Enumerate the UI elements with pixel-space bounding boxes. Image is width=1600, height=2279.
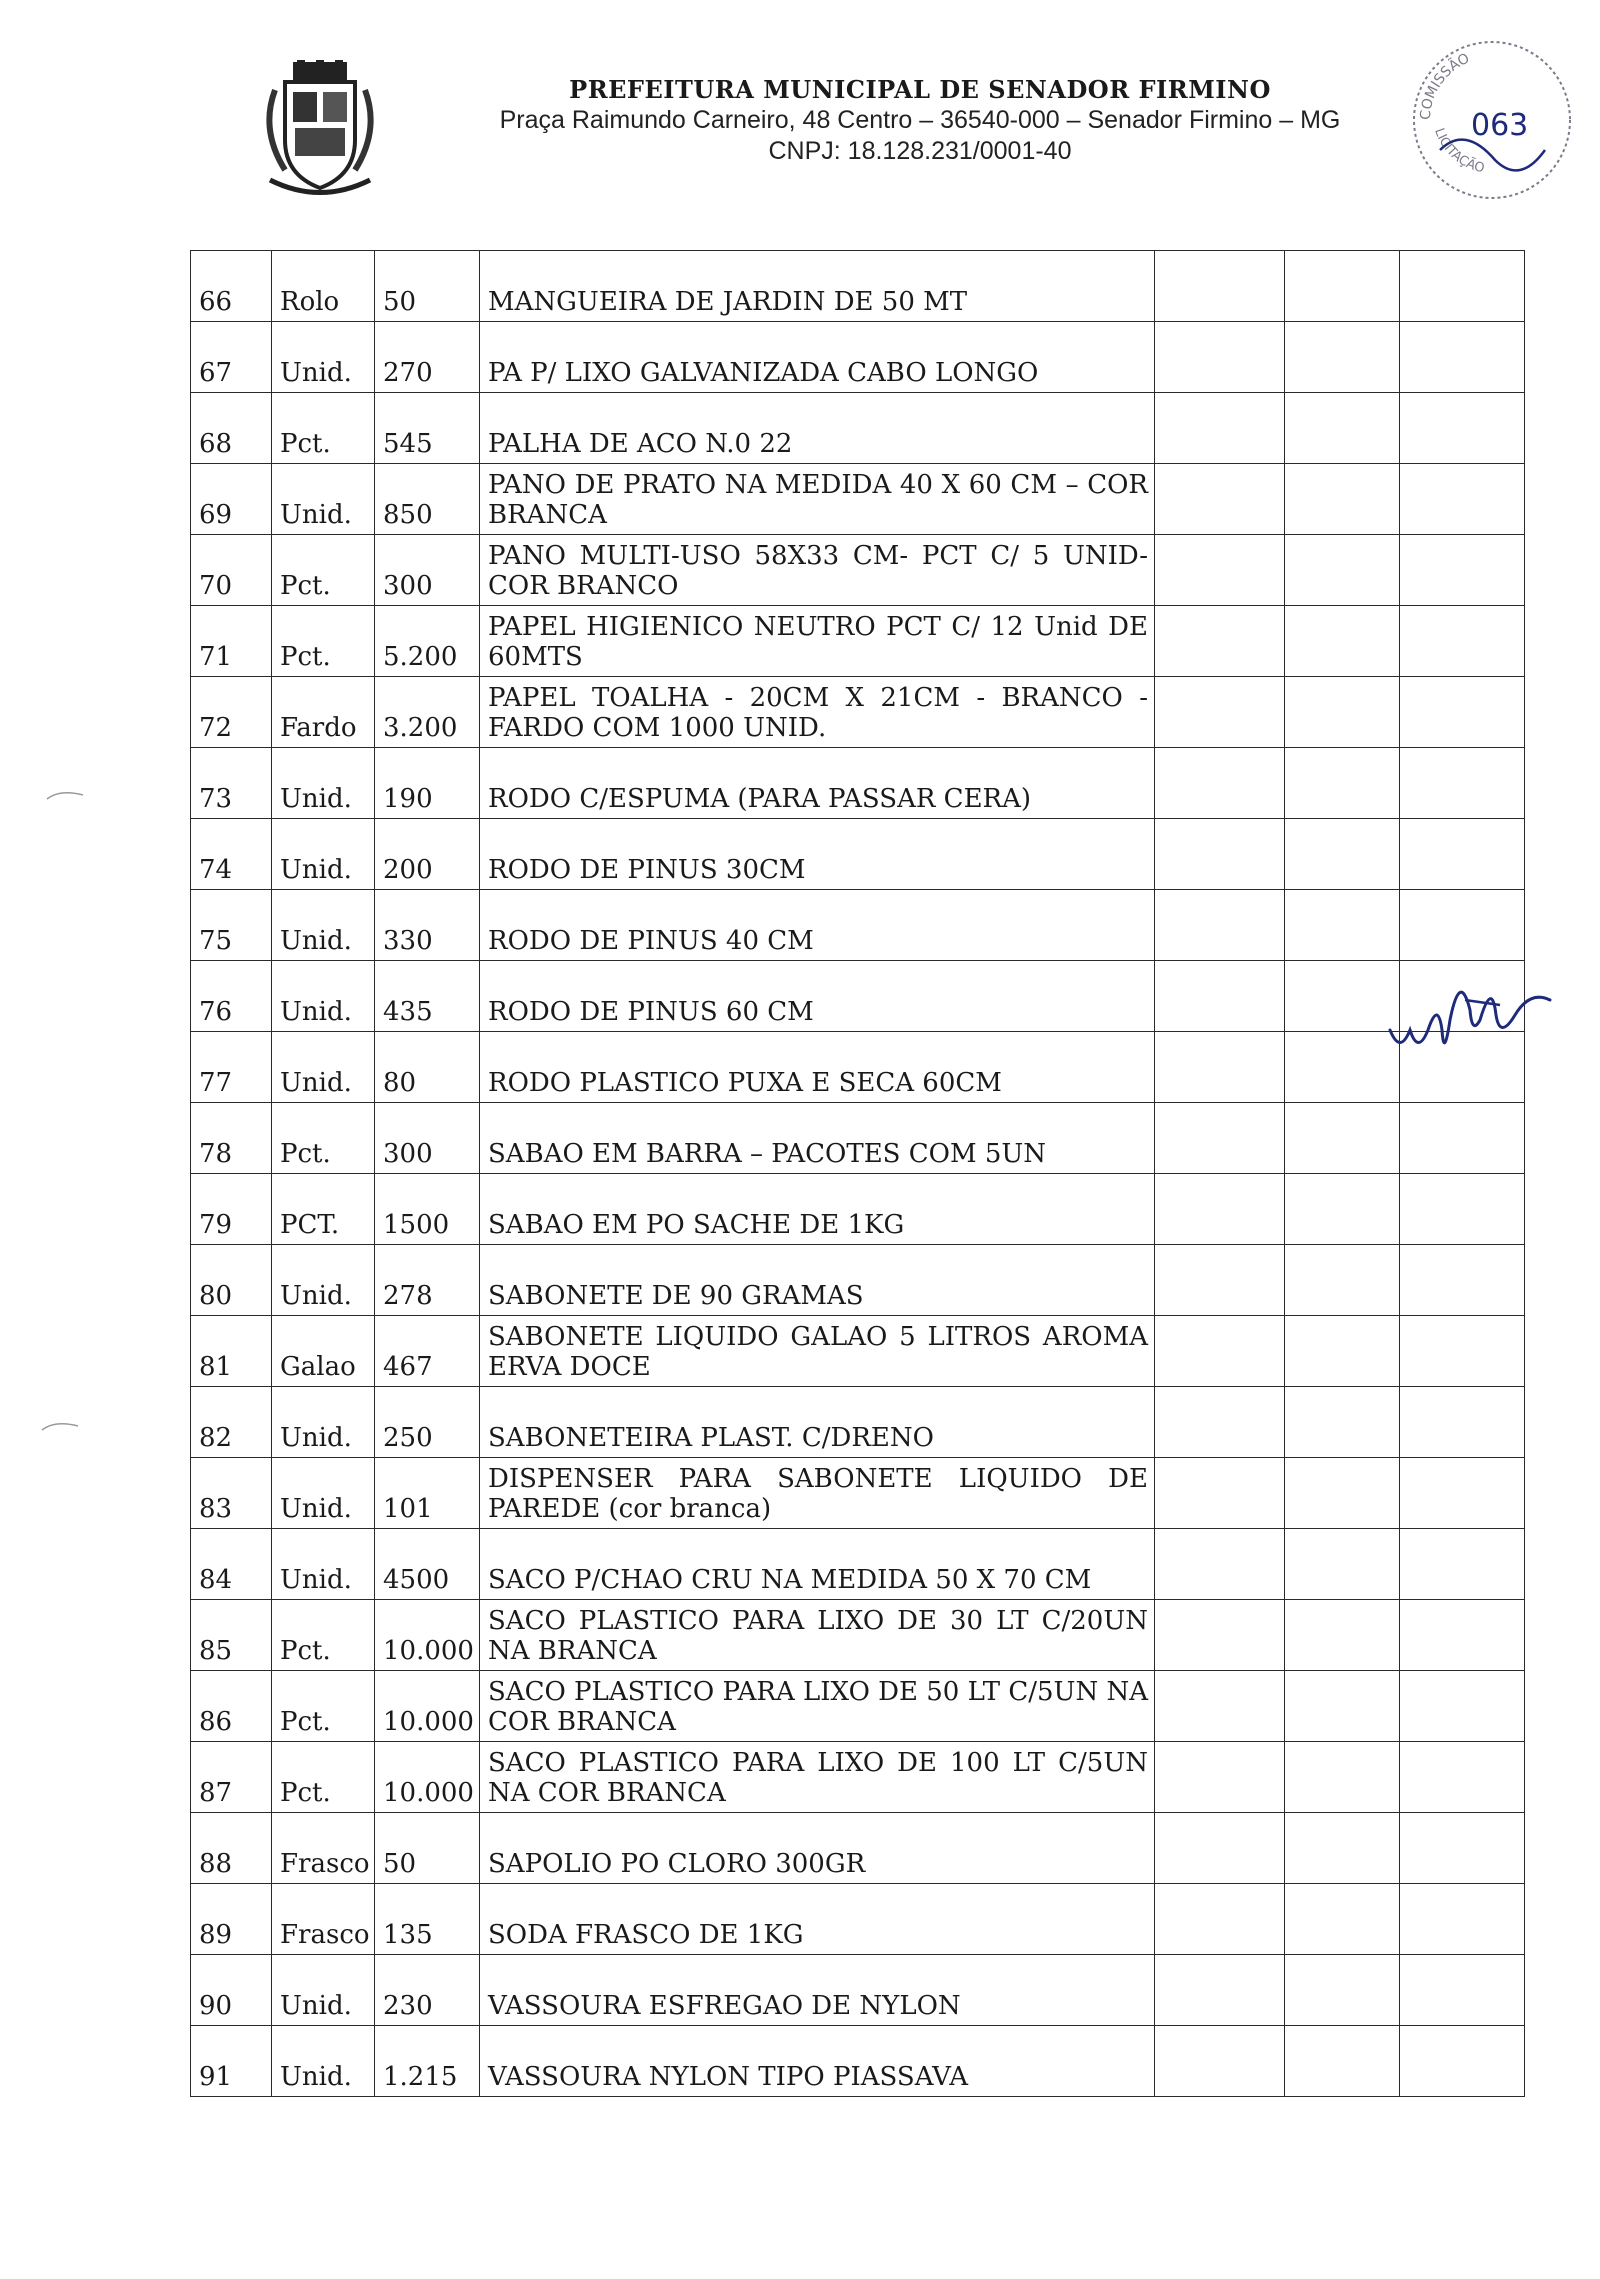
item-blank-cell xyxy=(1400,251,1525,322)
item-description: VASSOURA ESFREGAO DE NYLON xyxy=(480,1955,1155,2026)
item-blank-cell xyxy=(1155,535,1285,606)
item-number: 74 xyxy=(191,819,272,890)
item-description: DISPENSER PARA SABONETE LIQUIDO DE PAREDE (cor branca) xyxy=(480,1458,1155,1529)
item-description: SACO PLASTICO PARA LIXO DE 100 LT C/5UN NA COR BRANCA xyxy=(480,1742,1155,1813)
item-blank-cell xyxy=(1285,251,1400,322)
item-blank-cell xyxy=(1155,1316,1285,1387)
item-quantity: 270 xyxy=(375,322,480,393)
item-blank-cell xyxy=(1155,890,1285,961)
item-blank-cell xyxy=(1400,464,1525,535)
item-number: 79 xyxy=(191,1174,272,1245)
item-quantity: 545 xyxy=(375,393,480,464)
item-blank-cell xyxy=(1155,322,1285,393)
cnpj-line: CNPJ: 18.128.231/0001-40 xyxy=(768,137,1072,165)
item-description: PANO MULTI-USO 58X33 CM- PCT C/ 5 UNID- COR BRANCO xyxy=(480,535,1155,606)
item-number: 68 xyxy=(191,393,272,464)
item-blank-cell xyxy=(1155,1742,1285,1813)
table-row xyxy=(191,748,1525,819)
item-quantity: 467 xyxy=(375,1316,480,1387)
item-blank-cell xyxy=(1400,1387,1525,1458)
address-line: Praça Raimundo Carneiro, 48 Centro – 36540-000 – Senador Firmino – MG xyxy=(499,106,1341,134)
item-unit: Pct. xyxy=(272,393,375,464)
item-blank-cell xyxy=(1285,1671,1400,1742)
table-row xyxy=(191,1813,1525,1884)
item-number: 71 xyxy=(191,606,272,677)
item-blank-cell xyxy=(1285,819,1400,890)
item-blank-cell xyxy=(1400,748,1525,819)
table-row xyxy=(191,1387,1525,1458)
item-number: 87 xyxy=(191,1742,272,1813)
item-blank-cell xyxy=(1285,1813,1400,1884)
item-quantity: 250 xyxy=(375,1387,480,1458)
item-quantity: 230 xyxy=(375,1955,480,2026)
item-unit: Unid. xyxy=(272,819,375,890)
item-unit: Frasco xyxy=(272,1884,375,1955)
item-quantity: 300 xyxy=(375,1103,480,1174)
item-description: RODO DE PINUS 60 CM xyxy=(480,961,1155,1032)
table-row xyxy=(191,2026,1525,2097)
item-unit: Unid. xyxy=(272,322,375,393)
item-blank-cell xyxy=(1155,1245,1285,1316)
item-unit: PCT. xyxy=(272,1174,375,1245)
table-row xyxy=(191,1529,1525,1600)
table-row xyxy=(191,1955,1525,2026)
item-quantity: 10.000 xyxy=(375,1671,480,1742)
item-blank-cell xyxy=(1155,393,1285,464)
table-row xyxy=(191,322,1525,393)
item-blank-cell xyxy=(1400,1600,1525,1671)
item-blank-cell xyxy=(1400,1103,1525,1174)
item-description: RODO PLASTICO PUXA E SECA 60CM xyxy=(480,1032,1155,1103)
item-unit: Unid. xyxy=(272,464,375,535)
items-table xyxy=(190,250,1490,2097)
item-blank-cell xyxy=(1400,1458,1525,1529)
item-blank-cell xyxy=(1155,1671,1285,1742)
item-blank-cell xyxy=(1400,606,1525,677)
table-row xyxy=(191,393,1525,464)
item-description: SACO PLASTICO PARA LIXO DE 50 LT C/5UN NA COR BRANCA xyxy=(480,1671,1155,1742)
table-row xyxy=(191,819,1525,890)
item-blank-cell xyxy=(1400,322,1525,393)
item-number: 89 xyxy=(191,1884,272,1955)
item-number: 85 xyxy=(191,1600,272,1671)
svg-text:COMISSÃO xyxy=(1418,50,1472,120)
item-blank-cell xyxy=(1400,1955,1525,2026)
item-blank-cell xyxy=(1285,535,1400,606)
item-blank-cell xyxy=(1155,1458,1285,1529)
item-blank-cell xyxy=(1400,535,1525,606)
stamp-number: 063 xyxy=(1471,108,1529,143)
item-blank-cell xyxy=(1285,1884,1400,1955)
item-quantity: 5.200 xyxy=(375,606,480,677)
item-unit: Fardo xyxy=(272,677,375,748)
table-row xyxy=(191,1316,1525,1387)
stamp-bottom-text: LICITAÇÃO xyxy=(1431,126,1486,177)
item-description: VASSOURA NYLON TIPO PIASSAVA xyxy=(480,2026,1155,2097)
item-blank-cell xyxy=(1155,961,1285,1032)
item-quantity: 80 xyxy=(375,1032,480,1103)
item-quantity: 190 xyxy=(375,748,480,819)
item-number: 84 xyxy=(191,1529,272,1600)
item-number: 73 xyxy=(191,748,272,819)
item-description: RODO DE PINUS 30CM xyxy=(480,819,1155,890)
item-quantity: 1.215 xyxy=(375,2026,480,2097)
item-description: PAPEL TOALHA - 20CM X 21CM - BRANCO - FARDO COM 1000 UNID. xyxy=(480,677,1155,748)
item-quantity: 1500 xyxy=(375,1174,480,1245)
item-description: PALHA DE ACO N.0 22 xyxy=(480,393,1155,464)
item-blank-cell xyxy=(1285,322,1400,393)
item-number: 91 xyxy=(191,2026,272,2097)
item-blank-cell xyxy=(1285,464,1400,535)
handwritten-signature xyxy=(1380,960,1560,1070)
item-blank-cell xyxy=(1285,1458,1400,1529)
item-blank-cell xyxy=(1400,819,1525,890)
municipality-title: PREFEITURA MUNICIPAL DE SENADOR FIRMINO xyxy=(569,75,1271,104)
item-blank-cell xyxy=(1400,1174,1525,1245)
item-unit: Rolo xyxy=(272,251,375,322)
item-description: RODO C/ESPUMA (PARA PASSAR CERA) xyxy=(480,748,1155,819)
table-row xyxy=(191,1174,1525,1245)
item-description: PANO DE PRATO NA MEDIDA 40 X 60 CM – COR BRANCA xyxy=(480,464,1155,535)
item-blank-cell xyxy=(1155,748,1285,819)
item-blank-cell xyxy=(1155,1387,1285,1458)
item-blank-cell xyxy=(1400,1742,1525,1813)
item-description: SABONETE DE 90 GRAMAS xyxy=(480,1245,1155,1316)
item-blank-cell xyxy=(1285,393,1400,464)
item-blank-cell xyxy=(1400,1884,1525,1955)
item-unit: Unid. xyxy=(272,890,375,961)
item-description: SABAO EM PO SACHE DE 1KG xyxy=(480,1174,1155,1245)
item-blank-cell xyxy=(1400,1316,1525,1387)
table-row xyxy=(191,606,1525,677)
item-description: SACO PLASTICO PARA LIXO DE 30 LT C/20UN NA BRANCA xyxy=(480,1600,1155,1671)
item-description: SAPOLIO PO CLORO 300GR xyxy=(480,1813,1155,1884)
item-blank-cell xyxy=(1285,1742,1400,1813)
item-unit: Unid. xyxy=(272,1458,375,1529)
item-number: 81 xyxy=(191,1316,272,1387)
item-unit: Unid. xyxy=(272,961,375,1032)
item-blank-cell xyxy=(1155,1032,1285,1103)
item-number: 67 xyxy=(191,322,272,393)
item-blank-cell xyxy=(1155,1600,1285,1671)
item-unit: Unid. xyxy=(272,1245,375,1316)
item-blank-cell xyxy=(1285,1316,1400,1387)
item-unit: Unid. xyxy=(272,1529,375,1600)
item-quantity: 50 xyxy=(375,1813,480,1884)
item-quantity: 10.000 xyxy=(375,1742,480,1813)
item-blank-cell xyxy=(1155,1174,1285,1245)
table-row xyxy=(191,1458,1525,1529)
item-quantity: 50 xyxy=(375,251,480,322)
item-description: PA P/ LIXO GALVANIZADA CABO LONGO xyxy=(480,322,1155,393)
item-blank-cell xyxy=(1155,677,1285,748)
item-unit: Unid. xyxy=(272,1387,375,1458)
item-number: 83 xyxy=(191,1458,272,1529)
letterhead xyxy=(0,40,1600,190)
item-blank-cell xyxy=(1400,1245,1525,1316)
item-blank-cell xyxy=(1155,819,1285,890)
stamp-top-text: COMISSÃO xyxy=(1417,50,1473,121)
item-blank-cell xyxy=(1400,1529,1525,1600)
commission-stamp-icon xyxy=(1405,30,1580,205)
item-blank-cell xyxy=(1285,890,1400,961)
table-row xyxy=(191,1671,1525,1742)
table-row xyxy=(191,1884,1525,1955)
item-quantity: 3.200 xyxy=(375,677,480,748)
item-unit: Unid. xyxy=(272,2026,375,2097)
item-number: 75 xyxy=(191,890,272,961)
item-description: PAPEL HIGIENICO NEUTRO PCT C/ 12 Unid DE 60MTS xyxy=(480,606,1155,677)
item-quantity: 300 xyxy=(375,535,480,606)
margin-mark xyxy=(40,1417,80,1429)
item-number: 86 xyxy=(191,1671,272,1742)
item-quantity: 101 xyxy=(375,1458,480,1529)
item-blank-cell xyxy=(1155,1884,1285,1955)
item-unit: Unid. xyxy=(272,748,375,819)
table-row xyxy=(191,464,1525,535)
item-blank-cell xyxy=(1400,1813,1525,1884)
item-blank-cell xyxy=(1155,1813,1285,1884)
municipal-crest-icon xyxy=(255,60,385,205)
item-description: SODA FRASCO DE 1KG xyxy=(480,1884,1155,1955)
item-description: MANGUEIRA DE JARDIN DE 50 MT xyxy=(480,251,1155,322)
item-blank-cell xyxy=(1285,1245,1400,1316)
item-blank-cell xyxy=(1400,393,1525,464)
item-number: 66 xyxy=(191,251,272,322)
table-row xyxy=(191,1032,1525,1103)
item-blank-cell xyxy=(1155,464,1285,535)
item-number: 82 xyxy=(191,1387,272,1458)
item-blank-cell xyxy=(1400,2026,1525,2097)
item-unit: Unid. xyxy=(272,1955,375,2026)
item-quantity: 278 xyxy=(375,1245,480,1316)
item-number: 69 xyxy=(191,464,272,535)
table-row xyxy=(191,1245,1525,1316)
item-description: SABONETE LIQUIDO GALAO 5 LITROS AROMA ERVA DOCE xyxy=(480,1316,1155,1387)
item-quantity: 200 xyxy=(375,819,480,890)
table-row xyxy=(191,1600,1525,1671)
item-unit: Pct. xyxy=(272,535,375,606)
item-blank-cell xyxy=(1285,606,1400,677)
table-row xyxy=(191,677,1525,748)
item-blank-cell xyxy=(1155,606,1285,677)
item-description: SABAO EM BARRA – PACOTES COM 5UN xyxy=(480,1103,1155,1174)
item-quantity: 135 xyxy=(375,1884,480,1955)
item-description: RODO DE PINUS 40 CM xyxy=(480,890,1155,961)
item-blank-cell xyxy=(1285,2026,1400,2097)
item-description: SACO P/CHAO CRU NA MEDIDA 50 X 70 CM xyxy=(480,1529,1155,1600)
item-blank-cell xyxy=(1155,2026,1285,2097)
item-number: 80 xyxy=(191,1245,272,1316)
item-unit: Pct. xyxy=(272,1103,375,1174)
item-number: 70 xyxy=(191,535,272,606)
item-unit: Pct. xyxy=(272,1671,375,1742)
item-blank-cell xyxy=(1285,1103,1400,1174)
item-blank-cell xyxy=(1285,1174,1400,1245)
table-row xyxy=(191,251,1525,322)
item-blank-cell xyxy=(1285,677,1400,748)
item-unit: Galao xyxy=(272,1316,375,1387)
item-number: 72 xyxy=(191,677,272,748)
item-blank-cell xyxy=(1155,251,1285,322)
item-unit: Pct. xyxy=(272,1600,375,1671)
item-unit: Frasco xyxy=(272,1813,375,1884)
item-quantity: 10.000 xyxy=(375,1600,480,1671)
item-number: 78 xyxy=(191,1103,272,1174)
item-number: 90 xyxy=(191,1955,272,2026)
item-unit: Pct. xyxy=(272,1742,375,1813)
item-unit: Unid. xyxy=(272,1032,375,1103)
table-row xyxy=(191,535,1525,606)
item-quantity: 435 xyxy=(375,961,480,1032)
item-number: 77 xyxy=(191,1032,272,1103)
item-blank-cell xyxy=(1155,1103,1285,1174)
item-blank-cell xyxy=(1155,1955,1285,2026)
item-blank-cell xyxy=(1400,677,1525,748)
table-row xyxy=(191,890,1525,961)
item-blank-cell xyxy=(1285,748,1400,819)
item-description: SABONETEIRA PLAST. C/DRENO xyxy=(480,1387,1155,1458)
item-blank-cell xyxy=(1400,890,1525,961)
item-blank-cell xyxy=(1285,1529,1400,1600)
table-row xyxy=(191,1103,1525,1174)
margin-mark xyxy=(45,786,85,798)
item-blank-cell xyxy=(1155,1529,1285,1600)
item-unit: Pct. xyxy=(272,606,375,677)
item-quantity: 850 xyxy=(375,464,480,535)
table-row xyxy=(191,1742,1525,1813)
item-blank-cell xyxy=(1285,1600,1400,1671)
item-number: 76 xyxy=(191,961,272,1032)
item-number: 88 xyxy=(191,1813,272,1884)
item-blank-cell xyxy=(1285,1387,1400,1458)
item-quantity: 4500 xyxy=(375,1529,480,1600)
table-row xyxy=(191,961,1525,1032)
item-quantity: 330 xyxy=(375,890,480,961)
item-blank-cell xyxy=(1400,1671,1525,1742)
item-blank-cell xyxy=(1285,1955,1400,2026)
